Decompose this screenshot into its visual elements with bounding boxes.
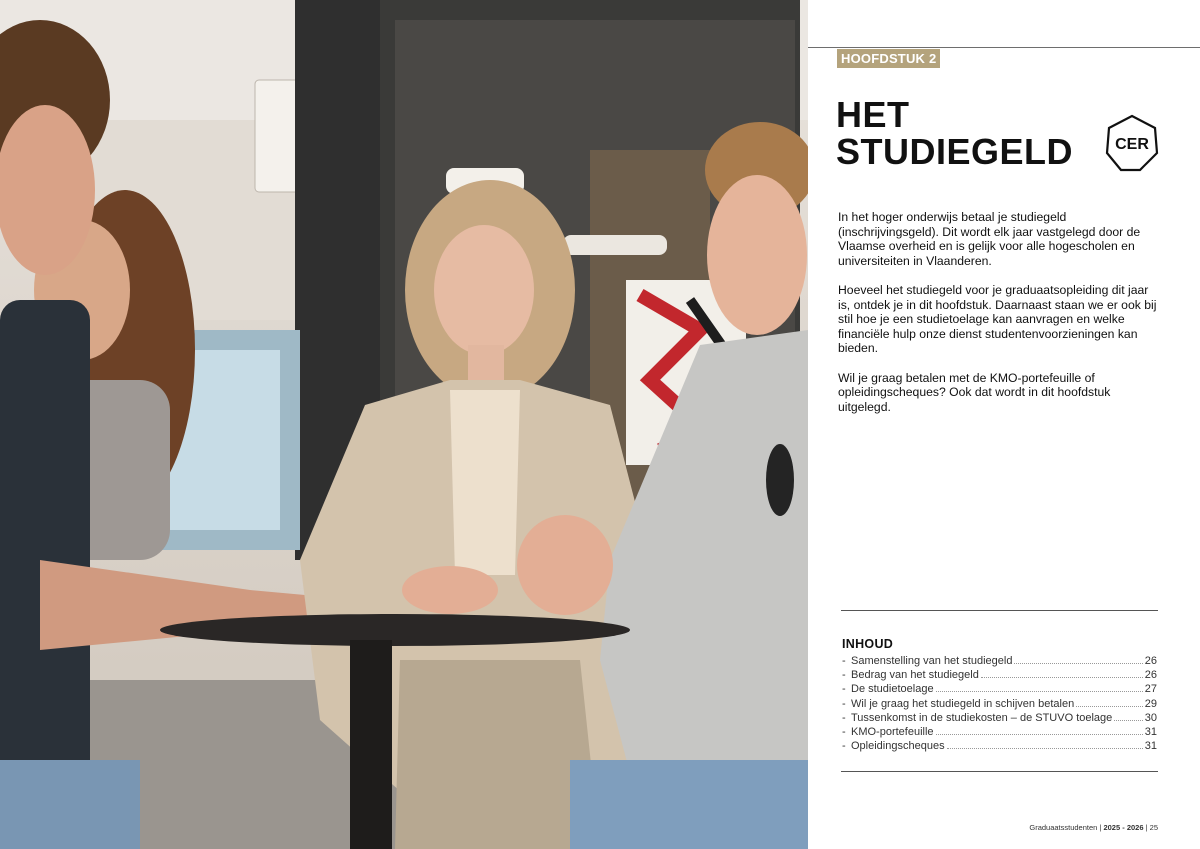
toc-page-number: 26	[1144, 669, 1157, 682]
toc-leader-dots	[981, 677, 1143, 678]
toc-item[interactable]	[842, 711, 1157, 725]
toc-leader-dots	[936, 691, 1143, 692]
toc-dash: -	[842, 669, 846, 682]
toc-page-number: 31	[1144, 740, 1157, 753]
toc-dash: -	[842, 655, 846, 667]
chapter-title-line1: HET	[836, 94, 910, 135]
footer-publication: Graduaatsstudenten	[1029, 823, 1098, 832]
intro-paragraph-1: In het hoger onderwijs betaal je studiegeld (inschrijvingsgeld). Dit wordt elk jaar vastgelegd door de Vlaamse overheid en is gelijk voor alle hogescholen en universiteiten in Vlaanderen.	[838, 210, 1141, 268]
toc-item[interactable]	[842, 697, 1157, 711]
toc-top-rule	[841, 610, 1158, 611]
toc-leader-dots	[1076, 706, 1143, 707]
toc-page-number: 29	[1144, 697, 1157, 710]
toc-item[interactable]	[842, 739, 1157, 753]
toc-leader-dots	[1114, 720, 1142, 721]
footer-year: 2025 - 2026	[1103, 823, 1144, 832]
footer-separator: |	[1145, 823, 1148, 832]
toc-item[interactable]	[842, 654, 1157, 668]
chapter-title-line2: STUDIEGELD	[836, 131, 1074, 172]
toc-label: Wil je graag het studiegeld in schijven betalen	[851, 697, 1075, 710]
toc-label: De studietoelage	[851, 683, 934, 696]
toc-item[interactable]	[842, 725, 1157, 739]
chapter-title	[836, 96, 1106, 170]
intro-paragraph-3: Wil je graag betalen met de KMO-portefeuille of opleidingscheques? Ook dat wordt in dit hoofdstuk uitgelegd.	[838, 370, 1111, 414]
toc-leader-dots	[947, 748, 1143, 749]
toc-page-number: 31	[1144, 725, 1157, 738]
toc-page-number: 30	[1144, 711, 1157, 724]
toc-list	[842, 654, 1157, 753]
toc-label: Bedrag van het studiegeld	[851, 669, 979, 682]
toc-dash: -	[842, 683, 846, 696]
toc-dash: -	[842, 725, 846, 738]
toc-page-number: 26	[1144, 655, 1157, 667]
top-rule	[808, 47, 1200, 48]
toc-label: Opleidingscheques	[851, 740, 945, 753]
intro-text	[838, 210, 1158, 429]
chapter-badge: HOOFDSTUK 2	[837, 49, 940, 68]
toc-dash: -	[842, 711, 846, 724]
toc-leader-dots	[1014, 663, 1142, 664]
toc-item[interactable]	[842, 682, 1157, 696]
toc-leader-dots	[936, 734, 1143, 735]
toc-label: Tussenkomst in de studiekosten – de STUVO toelage	[851, 711, 1113, 724]
footer-page-number: 25	[1149, 823, 1158, 832]
toc-page-number: 27	[1144, 683, 1157, 696]
toc-item[interactable]	[842, 668, 1157, 682]
toc-bottom-rule	[841, 771, 1158, 772]
footer-separator: |	[1099, 823, 1102, 832]
logo-text: CER	[1115, 136, 1149, 153]
toc-label: KMO-portefeuille	[851, 725, 934, 738]
intro-paragraph-2: Hoeveel het studiegeld voor je graduaatsopleiding dit jaar is, ontdek je in dit hoofdstuk. Daarnaast staan we er ook bij stil hoe je een studietoelage kan aanvragen en welke financiële hulp onze dienst studentenvoorzieningen kan bieden.	[838, 282, 1157, 356]
cer-hexagon-logo-icon	[1102, 113, 1162, 173]
toc-dash: -	[842, 697, 846, 710]
toc-label: Samenstelling van het studiegeld	[851, 655, 1013, 667]
toc-heading: INHOUD	[842, 637, 894, 651]
toc-dash: -	[842, 740, 846, 753]
page-footer	[1029, 823, 1158, 832]
